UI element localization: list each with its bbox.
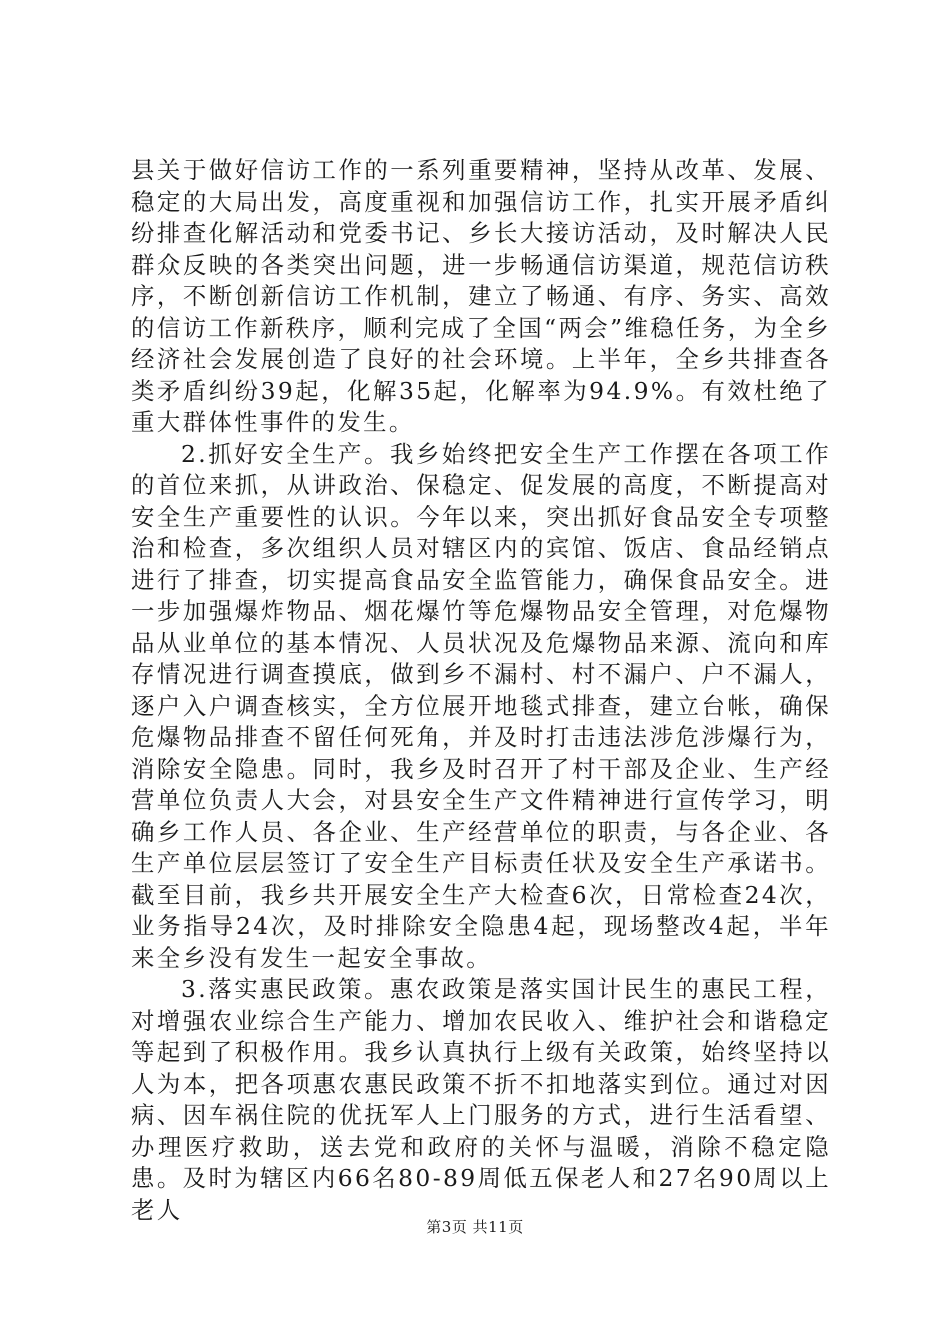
page-footer	[0, 1216, 950, 1237]
paragraph-benefit-policy: 3.落实惠民政策。惠农政策是落实国计民生的惠民工程，对增强农业综合生产能力、增加农民收入、维护社会和谐稳定等起到了积极作用。我乡认真执行上级有关政策，始终坚持以人为本，把各项惠农惠民政策不折不扣地落实到位。通过对因病、因车祸住院的优抚军人上门服务的方式，进行生活看望、办理医疗救助，送去党和政府的关怀与温暖，消除不稳定隐患。及时为辖区内66名80-89周低五保老人和27名90周以上老人	[131, 975, 831, 1224]
page-number: 第3页 共11页	[426, 1218, 524, 1236]
paragraph-safety-production: 2.抓好安全生产。我乡始终把安全生产工作摆在各项工作的首位来抓，从讲政治、保稳定、促发展的高度，不断提高对安全生产重要性的认识。今年以来，突出抓好食品安全专项整治和检查，多次组织人员对辖区内的宾馆、饭店、食品经销点进行了排查，切实提高食品安全监管能力，确保食品安全。进一步加强爆炸物品、烟花爆竹等危爆物品安全管理，对危爆物品从业单位的基本情况、人员状况及危爆物品来源、流向和库存情况进行调查摸底，做到乡不漏村、村不漏户、户不漏人，逐户入户调查核实，全方位展开地毯式排查，建立台帐，确保危爆物品排查不留任何死角，并及时打击违法涉危涉爆行为，消除安全隐患。同时，我乡及时召开了村干部及企业、生产经营单位负责人大会，对县安全生产文件精神进行宣传学习，明确乡工作人员、各企业、生产经营单位的职责，与各企业、各生产单位层层签订了安全生产目标责任状及安全生产承诺书。截至目前，我乡共开展安全生产大检查6次，日常检查24次，业务指导24次，及时排除安全隐患4起，现场整改4起，半年来全乡没有发生一起安全事故。	[131, 439, 831, 972]
document-body	[131, 155, 831, 1226]
paragraph-petition-work: 县关于做好信访工作的一系列重要精神，坚持从改革、发展、稳定的大局出发，高度重视和加强信访工作，扎实开展矛盾纠纷排查化解活动和党委书记、乡长大接访活动，及时解决人民群众反映的各类突出问题，进一步畅通信访渠道，规范信访秩序，不断创新信访工作机制，建立了畅通、有序、务实、高效的信访工作新秩序，顺利完成了全国“两会”维稳任务，为全乡经济社会发展创造了良好的社会环境。上半年，全乡共排查各类矛盾纠纷39起，化解35起，化解率为94.9%。有效杜绝了重大群体性事件的发生。	[131, 156, 831, 436]
